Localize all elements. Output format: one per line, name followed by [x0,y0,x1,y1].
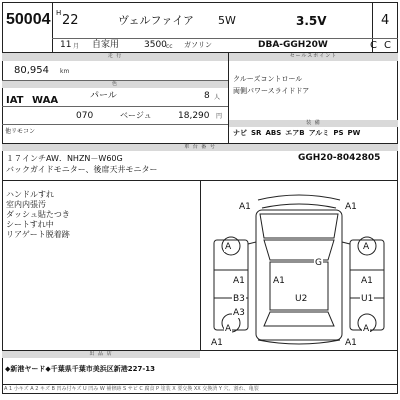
lot-divider [52,2,53,52]
model-code: DBA-GGH20W [258,40,328,50]
color-main: パール [90,91,117,101]
equipment-code: ナビ [233,129,247,137]
mileage: 80,954 [14,65,49,76]
mark-right-bottom-wheel: A [363,324,370,334]
mark-front-left: A1 [239,202,251,212]
equipment-code: PS [333,129,344,137]
mark-left-a3: A3 [233,308,245,318]
extras-line-2: バックガイドモニター、後席天井モニター [6,165,158,174]
remote-note: 他リモコン [5,128,36,135]
dealer-address: ◆新港ヤード◆千葉県千葉市美浜区新港227-13 [5,365,156,373]
exterior-grade: C [384,40,391,51]
cc: 3500 [144,40,167,50]
model-name: ヴェルファイア [118,14,195,27]
aircon: WAA [32,95,59,106]
mileage-header: 走 行 [2,53,228,61]
fuel: ガソリン [184,41,212,49]
color-header: 色 [2,81,228,88]
mark-right-top-wheel: A [363,242,370,252]
mark-left-b3: B3 [233,294,245,304]
notes-header: セールスポイント [229,53,398,61]
equipment-code: PW [347,129,361,137]
cc-unit: cc [166,43,173,50]
row-line-3 [2,124,228,125]
usage: 自家用 [92,40,120,50]
spec-divider [228,53,229,143]
grade: 5W [218,14,236,27]
seats-unit: 人 [214,94,221,101]
inspection-line: リアゲート脱着跡 [6,230,70,239]
score: 4 [381,13,390,28]
price-unit: 円 [216,113,223,120]
chassis-number: GGH20-8042805 [298,153,381,163]
options-header: 車 台 番 号 [2,144,398,151]
interior-color: ベージュ [120,111,152,120]
mark-left-top-wheel: A [225,242,232,252]
feature-line-2: 両側パワースライドドア [233,87,310,95]
footer-legend: A 1 小キズ A 2 キズ B 凹み付キズ U 凹み W 補修跡 S サビ C 腐食 P 塗装 X 要交換 XX 交換済 Y 穴、割れ、亀裂 [4,386,259,392]
mark-left-bottom-wheel: A [225,324,232,334]
extras-line-1: １７インチAW．NHZN－W60G [6,154,123,163]
inspection-line: シートすれ中 [6,220,54,229]
equipment-codes [233,130,364,137]
inspection-line: ハンドルすれ [6,190,54,199]
equipment-code: SR [251,129,262,137]
inspection-line: ダッシュ貼たつき [6,210,70,219]
dealer-header: 出 品 店 [2,351,200,358]
header-subrow [52,38,398,39]
month: 11 [60,40,72,50]
mark-roof: U2 [295,294,308,304]
mileage-unit: km [60,68,70,75]
equipment-header: 装 備 [229,120,398,127]
mark-right-side: A1 [361,276,373,286]
interior-grade: C [370,40,377,51]
feature-line-1: クルーズコントロール [233,75,303,83]
color-code: 070 [76,111,94,121]
era-mark: H [56,9,62,17]
equipment-code: アルミ [308,129,330,137]
footer-divider [2,384,398,385]
mark-rear-left: A1 [211,338,223,348]
row-line-2 [2,106,228,107]
inspection-line: 室内内張汚 [6,200,46,209]
door-count: 8 [204,91,210,101]
displacement-label: 3.5V [296,14,327,28]
mark-left-side: A1 [233,276,245,286]
equipment-code: ABS [265,129,282,137]
month-unit: 月 [73,43,80,50]
mark-windshield: G [315,258,322,268]
price: 18,290 [178,111,210,121]
mark-right-u1: U1 [361,294,374,304]
model-year: 22 [62,13,79,28]
equipment-code: エアB [285,129,305,137]
mark-mid: A1 [273,276,285,286]
mark-front-right: A1 [345,202,357,212]
inspection-list [6,190,70,240]
lot-number: 50004 [6,11,51,28]
shift-type: IAT [6,95,24,106]
mark-rear-right: A1 [345,338,357,348]
